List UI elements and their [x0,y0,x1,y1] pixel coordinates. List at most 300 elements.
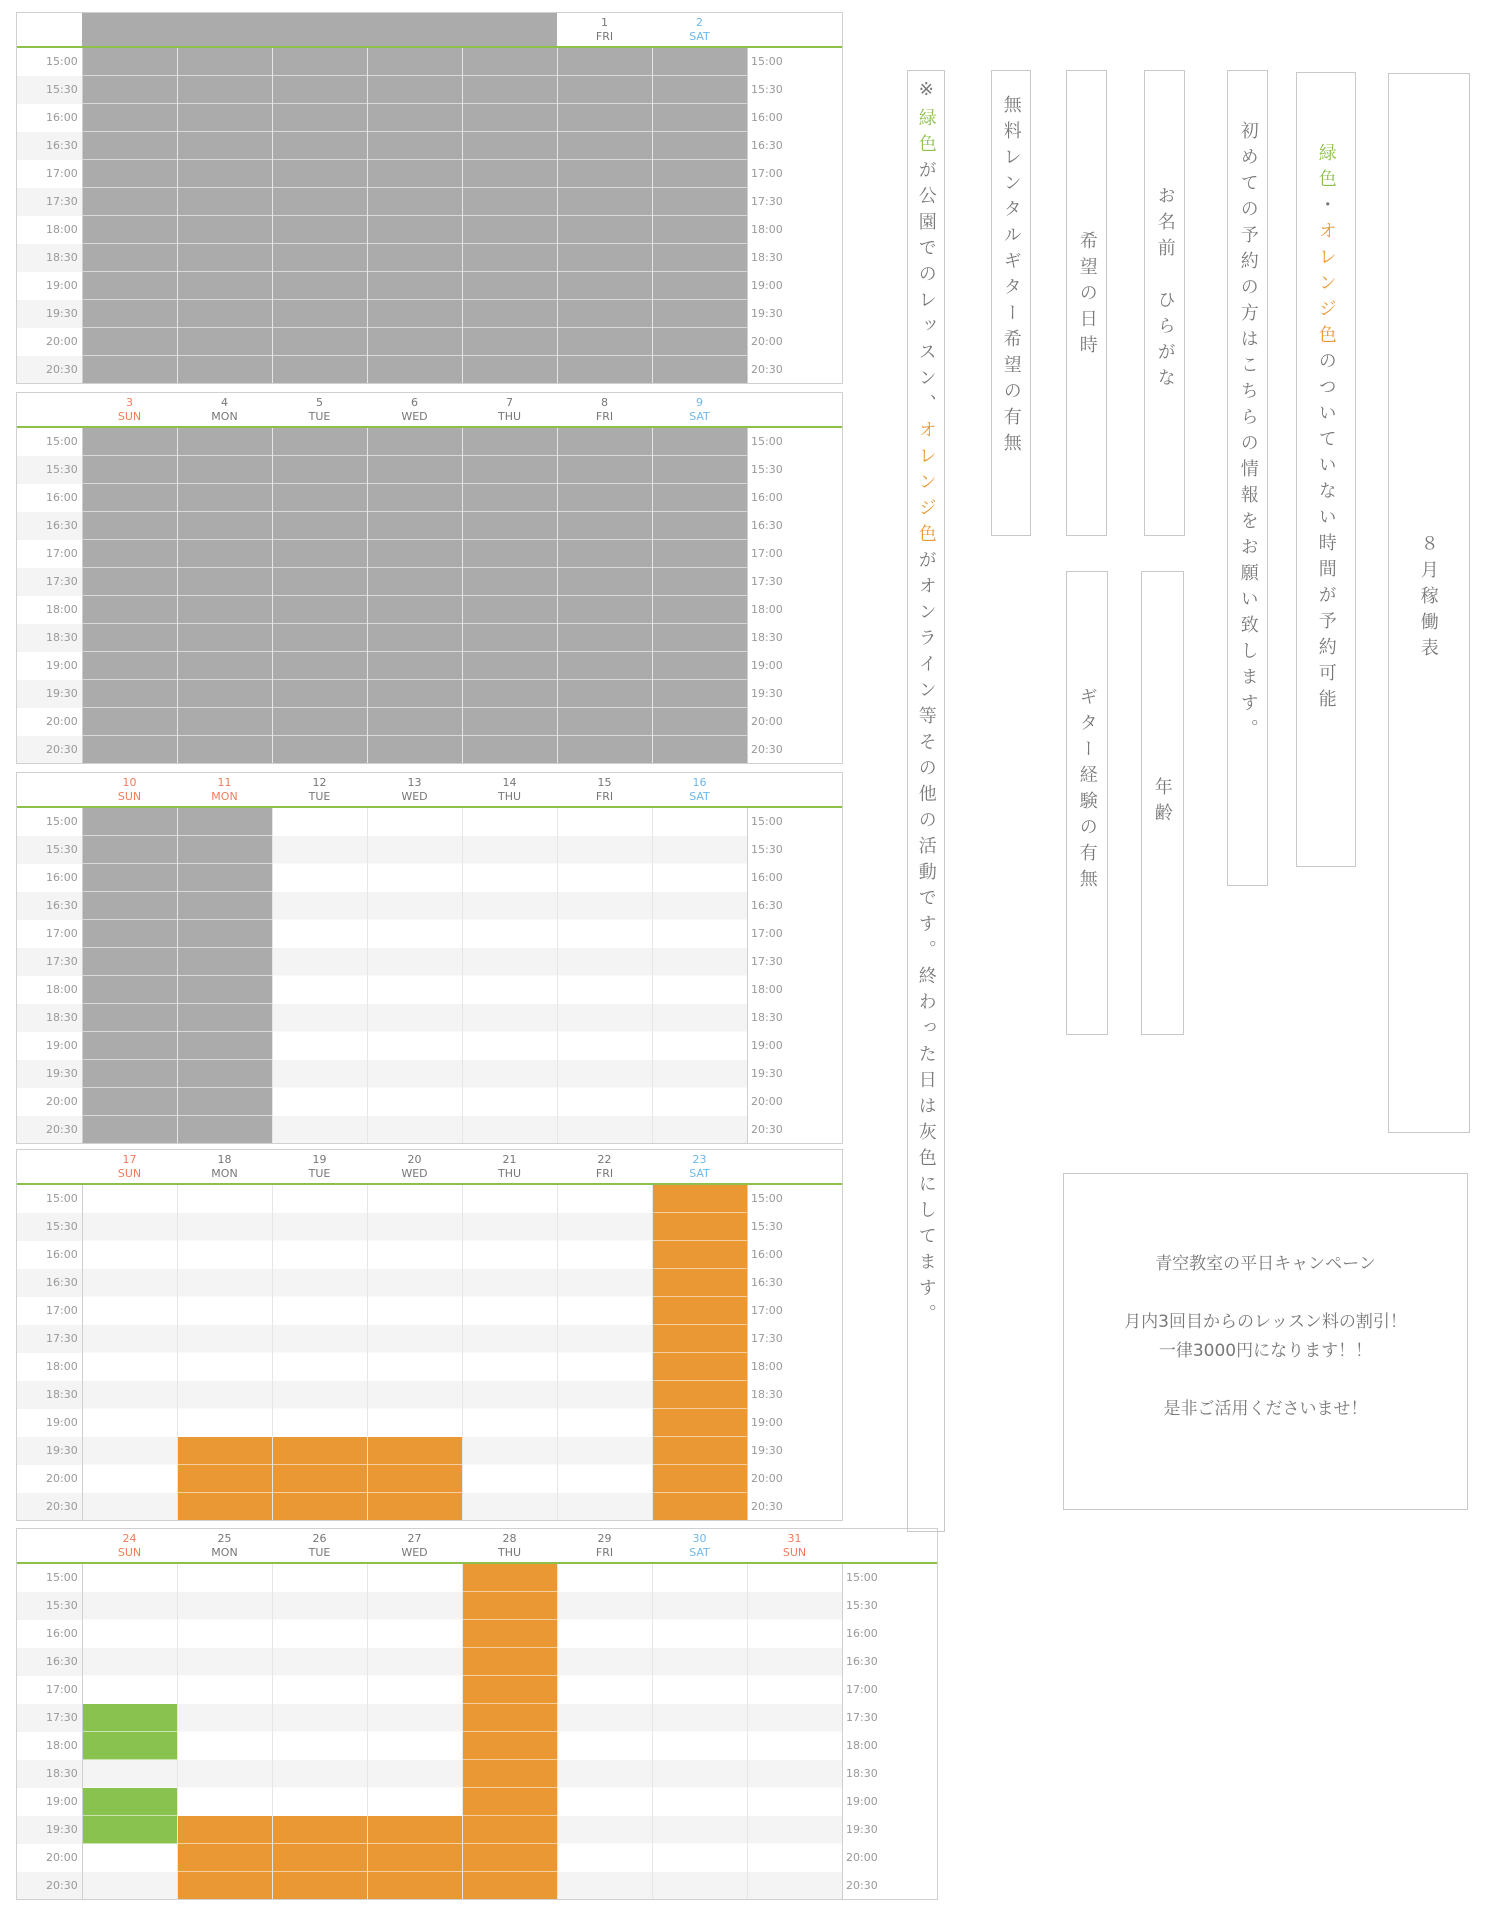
day-number: 8 [601,396,608,409]
row-separator [82,975,747,976]
other-activity-slot [652,1465,747,1493]
experience-label: ギター経験の有無 [1076,687,1098,895]
row-separator [82,1268,747,1269]
campaign-title: 青空教室の平日キャンペーン [1155,1254,1376,1274]
day-name: MON [211,790,238,803]
day-number: 2 [696,16,703,29]
day-header [557,1528,652,1562]
time-label-right: 15:30 [751,843,783,856]
past-slot [462,540,557,568]
time-label-right: 16:30 [846,1655,878,1668]
past-slot [177,836,272,864]
week-grid [16,1564,938,1900]
time-label-left: 19:00 [46,1795,78,1808]
time-label-left: 18:00 [46,223,78,236]
past-slot [272,456,367,484]
time-label-right: 18:30 [846,1767,878,1780]
past-slot [177,680,272,708]
other-activity-slot [272,1493,367,1521]
time-row [16,1185,747,1213]
past-slot [82,736,177,764]
past-slot [462,356,557,384]
time-label-left: 17:00 [46,927,78,940]
other-activity-slot [462,1816,557,1844]
day-name: TUE [308,410,331,423]
past-slot [557,300,652,328]
other-activity-slot [652,1185,747,1213]
past-slot [652,188,747,216]
past-slot [177,216,272,244]
day-header [462,1528,557,1562]
past-slot [462,132,557,160]
past-slot [82,920,177,948]
past-slot [557,132,652,160]
past-slot [652,736,747,764]
time-label-left: 19:30 [46,307,78,320]
row-separator [82,1240,747,1241]
past-slot [177,1088,272,1116]
day-header [557,392,652,426]
day-number: 30 [692,1532,707,1545]
time-label-left: 19:00 [46,279,78,292]
past-slot [367,160,462,188]
past-slot [82,596,177,624]
time-label-left: 16:30 [46,899,78,912]
time-label-left: 15:30 [46,83,78,96]
time-label-right: 18:30 [751,251,783,264]
time-label-right: 15:00 [751,435,783,448]
other-activity-slot [652,1297,747,1325]
rental-guitar-box [991,70,1031,536]
row-separator [82,271,747,272]
day-name: SAT [689,410,710,423]
past-slot [462,104,557,132]
past-slot [82,484,177,512]
time-label-left: 16:00 [46,1627,78,1640]
time-label-left: 20:30 [46,363,78,376]
other-activity-slot [272,1844,367,1872]
time-label-left: 20:30 [46,1500,78,1513]
past-slot [652,624,747,652]
column-separator [177,808,178,1144]
column-separator [652,808,653,1144]
past-slot [652,540,747,568]
day-number: 7 [506,396,513,409]
availability-rest: のついていない時間が予約可能 [1315,351,1337,715]
column-separator [557,1564,558,1900]
past-slot [177,864,272,892]
past-slot [652,244,747,272]
row-separator [82,1352,747,1353]
day-header [82,772,177,806]
past-slot [272,48,367,76]
day-name: FRI [595,30,614,43]
time-row [16,1648,842,1676]
past-slot [462,48,557,76]
other-activity-slot [652,1241,747,1269]
age-label: 年齢 [1151,777,1173,829]
time-label-right: 19:30 [846,1823,878,1836]
past-slot [272,680,367,708]
day-name: SUN [782,1546,807,1559]
past-slot [177,976,272,1004]
other-activity-slot [272,1816,367,1844]
column-separator [272,48,273,384]
page-title: ８月稼働表 [1417,534,1439,664]
time-label-left: 20:30 [46,743,78,756]
past-slot [272,104,367,132]
day-number: 6 [411,396,418,409]
past-slot [462,708,557,736]
row-separator [82,1408,747,1409]
other-activity-slot [462,1788,557,1816]
column-separator [557,428,558,764]
time-label-left: 20:30 [46,1879,78,1892]
time-row [16,1213,747,1241]
column-separator [747,48,748,384]
day-name: SAT [689,30,710,43]
row-separator [82,131,747,132]
past-slot [462,244,557,272]
past-slot [462,428,557,456]
past-slot [557,456,652,484]
past-slot [652,76,747,104]
time-label-left: 20:00 [46,715,78,728]
past-slot [557,708,652,736]
time-label-right: 18:30 [751,631,783,644]
column-separator [462,428,463,764]
past-slot [557,624,652,652]
past-slot [462,216,557,244]
past-slot [367,356,462,384]
other-activity-slot [462,1760,557,1788]
time-label-left: 18:00 [46,983,78,996]
day-header [272,1528,367,1562]
column-separator [367,808,368,1144]
row-separator [82,511,747,512]
past-slot [272,188,367,216]
day-name: SAT [689,1546,710,1559]
column-separator [367,428,368,764]
past-slot [82,76,177,104]
time-label-left: 15:30 [46,463,78,476]
day-header [652,392,747,426]
time-label-left: 19:00 [46,659,78,672]
day-name: WED [401,1546,428,1559]
day-number: 18 [217,1153,232,1166]
past-slot [557,484,652,512]
past-slot [367,708,462,736]
time-label-left: 16:30 [46,139,78,152]
time-label-right: 17:00 [751,927,783,940]
past-slot [557,76,652,104]
time-label-right: 15:00 [751,1192,783,1205]
time-label-right: 17:00 [751,547,783,560]
past-slot [177,456,272,484]
past-slot [177,244,272,272]
past-slot [367,272,462,300]
legend-mid1: が公園でのレッスン、 [915,160,937,420]
week-2 [16,392,843,764]
past-slot [367,216,462,244]
time-label-right: 20:00 [751,1472,783,1485]
past-slot [272,244,367,272]
other-activity-slot [177,1816,272,1844]
other-activity-slot [462,1732,557,1760]
past-slot [557,328,652,356]
past-slot [557,680,652,708]
past-slot [177,948,272,976]
other-activity-slot [462,1564,557,1592]
day-number: 4 [221,396,228,409]
past-slot [557,540,652,568]
column-separator [557,48,558,384]
day-header [272,392,367,426]
time-label-left: 18:30 [46,1011,78,1024]
past-slot [177,48,272,76]
time-label-left: 17:00 [46,1304,78,1317]
time-label-right: 16:00 [846,1627,878,1640]
day-header [82,392,177,426]
time-label-left: 19:30 [46,1823,78,1836]
past-slot [557,48,652,76]
past-slot [82,1032,177,1060]
day-number: 19 [312,1153,327,1166]
day-name: FRI [595,410,614,423]
row-separator [82,707,747,708]
row-separator [82,863,747,864]
past-slot [177,1004,272,1032]
day-number: 13 [407,776,422,789]
past-slot [177,160,272,188]
past-slot [557,356,652,384]
past-slot [652,328,747,356]
time-label-right: 20:00 [846,1851,878,1864]
past-slot [82,540,177,568]
day-name: FRI [595,1546,614,1559]
day-number: 26 [312,1532,327,1545]
time-label-right: 20:00 [751,715,783,728]
past-slot [177,808,272,836]
past-slot [177,920,272,948]
past-slot [367,680,462,708]
time-label-right: 18:30 [751,1011,783,1024]
past-slot [177,272,272,300]
legend-orange: オレンジ色 [915,420,937,550]
past-slot [652,216,747,244]
day-number: 22 [597,1153,612,1166]
past-slot [652,484,747,512]
time-label-right: 17:30 [846,1711,878,1724]
past-slot [652,300,747,328]
past-slot [652,652,747,680]
time-label-left: 15:00 [46,55,78,68]
legend-note-box [907,70,945,1532]
day-name: SUN [117,790,142,803]
day-number: 16 [692,776,707,789]
past-slot [272,596,367,624]
other-activity-slot [177,1465,272,1493]
time-row [16,1297,747,1325]
past-slot [462,736,557,764]
row-separator [82,947,747,948]
other-activity-slot [652,1213,747,1241]
other-activity-slot [652,1493,747,1521]
past-slot [177,540,272,568]
header-past-band [82,12,557,46]
time-label-right: 17:30 [751,1332,783,1345]
time-row [16,1409,747,1437]
day-header [462,772,557,806]
row-separator [82,1380,747,1381]
day-header [652,1149,747,1183]
day-number: 3 [126,396,133,409]
past-slot [557,596,652,624]
row-separator [82,1212,747,1213]
time-row [16,1353,747,1381]
rental-guitar-label: 無料レンタルギター希望の有無 [1000,95,1022,459]
time-label-right: 19:30 [751,1444,783,1457]
past-slot [367,104,462,132]
day-header [652,772,747,806]
past-slot [82,188,177,216]
time-label-right: 20:30 [751,1123,783,1136]
week-grid [16,1185,843,1521]
past-slot [367,76,462,104]
week-grid [16,48,843,384]
other-activity-slot [652,1325,747,1353]
other-activity-slot [367,1872,462,1900]
past-slot [177,1060,272,1088]
park-lesson-slot [82,1816,177,1844]
row-separator [82,1296,747,1297]
time-label-right: 18:30 [751,1388,783,1401]
time-label-left: 17:30 [46,575,78,588]
column-separator [272,1564,273,1900]
day-header [462,1149,557,1183]
time-label-left: 17:30 [46,195,78,208]
past-slot [82,104,177,132]
time-label-right: 15:30 [751,83,783,96]
past-slot [462,272,557,300]
column-separator [842,1564,843,1900]
column-separator [367,1564,368,1900]
time-label-left: 15:30 [46,1599,78,1612]
past-slot [557,244,652,272]
past-slot [272,540,367,568]
time-label-right: 15:30 [751,463,783,476]
day-number: 27 [407,1532,422,1545]
time-label-left: 16:00 [46,871,78,884]
campaign-cta: 是非ご活用くださいませ！ [1163,1399,1368,1419]
time-label-left: 17:30 [46,955,78,968]
availability-orange: オレンジ色 [1315,221,1337,351]
row-separator [82,299,747,300]
column-separator [82,808,83,1144]
past-slot [177,428,272,456]
time-label-right: 17:30 [751,955,783,968]
time-label-left: 16:00 [46,111,78,124]
time-label-left: 20:30 [46,1123,78,1136]
past-slot [82,864,177,892]
day-name: SAT [689,1167,710,1180]
column-separator [367,48,368,384]
name-box [1144,70,1185,536]
time-label-right: 19:00 [751,279,783,292]
past-slot [82,300,177,328]
time-label-left: 18:00 [46,1739,78,1752]
week-header [16,1149,843,1185]
time-row [16,1241,747,1269]
time-label-right: 15:00 [846,1571,878,1584]
row-separator [82,1003,747,1004]
day-header [367,1149,462,1183]
past-slot [652,104,747,132]
past-slot [652,568,747,596]
row-separator [82,1436,747,1437]
past-slot [82,456,177,484]
other-activity-slot [367,1465,462,1493]
time-label-left: 18:30 [46,1767,78,1780]
past-slot [177,708,272,736]
time-label-right: 18:00 [751,983,783,996]
past-slot [462,652,557,680]
past-slot [462,328,557,356]
past-slot [557,272,652,300]
legend-prefix: ※ [915,79,937,108]
past-slot [82,272,177,300]
time-row [16,1676,842,1704]
time-label-right: 20:30 [846,1879,878,1892]
time-label-right: 15:30 [846,1599,878,1612]
past-slot [82,48,177,76]
past-slot [367,244,462,272]
day-name: THU [497,1546,522,1559]
time-row [16,1564,842,1592]
past-slot [462,456,557,484]
past-slot [557,736,652,764]
day-number: 25 [217,1532,232,1545]
other-activity-slot [367,1816,462,1844]
row-separator [82,1087,747,1088]
row-separator [82,243,747,244]
time-label-left: 20:00 [46,335,78,348]
past-slot [272,428,367,456]
day-header [462,392,557,426]
day-header [367,392,462,426]
past-slot [272,624,367,652]
day-header [652,12,747,46]
time-row [16,1381,747,1409]
campaign-box [1063,1173,1468,1510]
past-slot [177,300,272,328]
column-separator [462,1564,463,1900]
column-separator [462,808,463,1144]
past-slot [367,624,462,652]
age-box [1141,571,1184,1035]
day-header [367,1528,462,1562]
day-name: SUN [117,1546,142,1559]
past-slot [272,76,367,104]
past-slot [177,328,272,356]
day-header [557,772,652,806]
time-label-right: 17:00 [751,1304,783,1317]
experience-box [1066,571,1108,1035]
past-slot [177,356,272,384]
park-lesson-slot [82,1788,177,1816]
past-slot [462,300,557,328]
time-label-right: 16:30 [751,899,783,912]
